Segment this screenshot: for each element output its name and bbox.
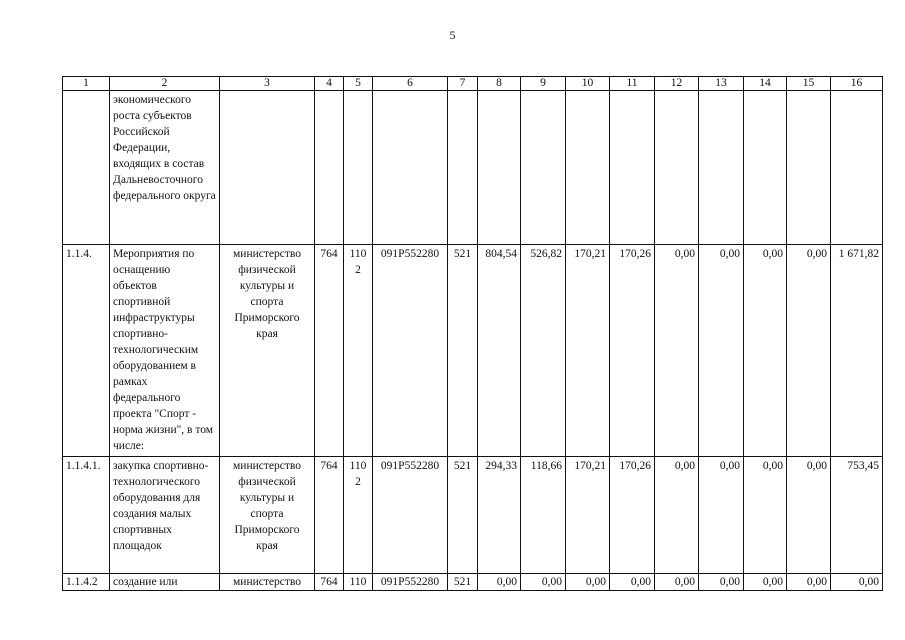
cell-col15	[787, 91, 831, 245]
item-number: 1.1.4.	[63, 245, 110, 457]
cell-col8: 0,00	[478, 574, 521, 591]
cell-col6: 091P552280	[373, 245, 448, 457]
cell-col12	[655, 91, 699, 245]
cell-col7: 521	[448, 574, 478, 591]
item-number: 1.1.4.1.	[63, 457, 110, 574]
cell-col16: 1 671,82	[831, 245, 883, 457]
table-row	[63, 457, 883, 574]
cell-col10	[566, 91, 610, 245]
cell-col5: 1102	[344, 245, 373, 457]
cell-col5: 110	[344, 574, 373, 591]
column-header: 8	[478, 77, 521, 91]
cell-col13: 0,00	[699, 457, 744, 574]
column-header: 14	[744, 77, 787, 91]
cell-col11	[610, 91, 655, 245]
cell-col7: 521	[448, 245, 478, 457]
cell-col13: 0,00	[699, 245, 744, 457]
cell-col11: 170,26	[610, 457, 655, 574]
cell-col10: 0,00	[566, 574, 610, 591]
cell-col12: 0,00	[655, 245, 699, 457]
cell-col12: 0,00	[655, 574, 699, 591]
responsible-body	[220, 91, 315, 245]
cell-col10: 170,21	[566, 457, 610, 574]
cell-col13	[699, 91, 744, 245]
cell-col9: 0,00	[521, 574, 566, 591]
cell-col8	[478, 91, 521, 245]
column-header: 7	[448, 77, 478, 91]
cell-col4: 764	[315, 574, 344, 591]
cell-col9: 526,82	[521, 245, 566, 457]
cell-col5: 1102	[344, 457, 373, 574]
column-header: 5	[344, 77, 373, 91]
item-number: 1.1.4.2	[63, 574, 110, 591]
responsible-body: министерство физической культуры и спорта Приморского края	[220, 457, 315, 574]
responsible-body: министерство	[220, 574, 315, 591]
item-description: экономического роста субъектов Российской Федерации, входящих в состав Дальневосточного федерального округа	[110, 91, 220, 245]
column-header: 15	[787, 77, 831, 91]
cell-col4	[315, 91, 344, 245]
cell-col14: 0,00	[744, 245, 787, 457]
column-header: 1	[63, 77, 110, 91]
responsible-body: министерство физической культуры и спорта Приморского края	[220, 245, 315, 457]
cell-col12: 0,00	[655, 457, 699, 574]
cell-col6	[373, 91, 448, 245]
item-description: закупка спортивно-технологического оборудования для создания малых спортивных площадок	[110, 457, 220, 574]
cell-col15: 0,00	[787, 457, 831, 574]
table-header-row	[63, 77, 883, 91]
cell-col9	[521, 91, 566, 245]
cell-col15: 0,00	[787, 245, 831, 457]
cell-col7	[448, 91, 478, 245]
cell-col7: 521	[448, 457, 478, 574]
column-header: 11	[610, 77, 655, 91]
column-header: 9	[521, 77, 566, 91]
column-header: 13	[699, 77, 744, 91]
budget-table	[62, 76, 883, 591]
column-header: 6	[373, 77, 448, 91]
cell-col11: 0,00	[610, 574, 655, 591]
column-header: 16	[831, 77, 883, 91]
cell-col9: 118,66	[521, 457, 566, 574]
table-row	[63, 245, 883, 457]
item-description: Мероприятия по оснащению объектов спортивной инфраструктуры спортивно-технологическим оборудованием в рамках федерального проекта "Спорт - норма жизни", в том числе:	[110, 245, 220, 457]
cell-col14: 0,00	[744, 457, 787, 574]
cell-col13: 0,00	[699, 574, 744, 591]
cell-col6: 091P552280	[373, 457, 448, 574]
column-header: 12	[655, 77, 699, 91]
cell-col16	[831, 91, 883, 245]
cell-col5	[344, 91, 373, 245]
cell-col14	[744, 91, 787, 245]
cell-col14: 0,00	[744, 574, 787, 591]
cell-col10: 170,21	[566, 245, 610, 457]
cell-col4: 764	[315, 457, 344, 574]
cell-col8: 804,54	[478, 245, 521, 457]
table-row	[63, 91, 883, 245]
column-header: 10	[566, 77, 610, 91]
cell-col16: 0,00	[831, 574, 883, 591]
page-number: 5	[449, 28, 456, 42]
item-number	[63, 91, 110, 245]
column-header: 4	[315, 77, 344, 91]
cell-col6: 091P552280	[373, 574, 448, 591]
cell-col11: 170,26	[610, 245, 655, 457]
table-row	[63, 574, 883, 591]
item-description: создание или	[110, 574, 220, 591]
column-header: 2	[110, 77, 220, 91]
cell-col16: 753,45	[831, 457, 883, 574]
cell-col8: 294,33	[478, 457, 521, 574]
column-header: 3	[220, 77, 315, 91]
cell-col4: 764	[315, 245, 344, 457]
cell-col15: 0,00	[787, 574, 831, 591]
